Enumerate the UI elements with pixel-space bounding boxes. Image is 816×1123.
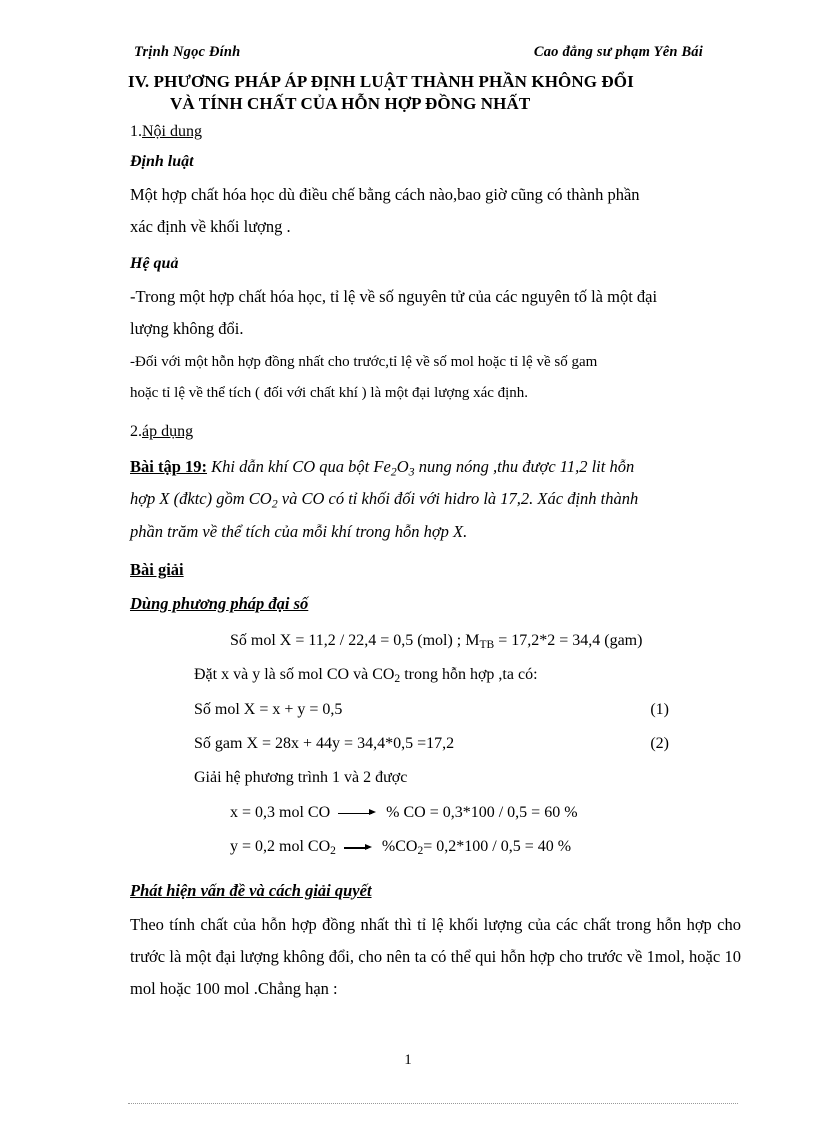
page-title	[128, 71, 741, 115]
calc-mol-x-text: Số mol X = 11,2 / 22,4 = 0,5 (mol) ; M	[230, 631, 480, 649]
discover-line3: trước về 1mol, hoặc 10 mol hoặc 100 mol .Chẳng hạn :	[130, 946, 742, 998]
subsection-2-label: áp dụng	[142, 422, 194, 440]
law-text	[130, 179, 741, 243]
discover-line2: hợp cho trước là một đại lượng không đổi, cho nên ta có thể qui hỗn hợp cho	[130, 914, 742, 966]
calc-solve-text: Giải hệ phương trình 1 và 2 được	[194, 769, 408, 787]
exercise-line1: Khi dẫn khí CO qua bột $Fe_2O_3$ nung nóng ,thu được 11,2 lit hỗn	[211, 456, 635, 478]
subsection-1-number: 1.	[130, 122, 142, 140]
calc-line-result-1	[130, 796, 741, 830]
consequence-2-line1: -Đối với một hỗn hợp đồng nhất cho trước,tỉ lệ về số mol hoặc tỉ lệ về số gam	[130, 354, 598, 371]
calc-line-set-xy	[130, 658, 741, 692]
running-head-institution: Cao đẳng sư phạm Yên Bái	[533, 44, 703, 60]
discover-text	[130, 909, 741, 1006]
subsection-1-heading	[130, 123, 741, 141]
consequence-1-line2: lượng không đổi.	[130, 319, 244, 339]
exercise-statement	[130, 451, 741, 548]
calc-eq2-text: Số gam X = 28x + 44y = 34,4*0,5 =17,2	[194, 734, 455, 752]
consequence-heading: Hệ quả	[130, 254, 179, 272]
consequence-2	[130, 347, 741, 409]
exercise-line3: phần trăm về thể tích của mỗi khí trong hỗn hợp X.	[130, 521, 468, 541]
page-title-line2: VÀ TÍNH CHẤT CỦA HỖN HỢP ĐỒNG NHẤT	[170, 93, 531, 113]
calc-eq1-number: (1)	[650, 700, 669, 718]
calc-eq2-number: (2)	[650, 734, 669, 752]
exercise-label: Bài tập 19:	[130, 456, 208, 476]
calc-eq1-text: Số mol X = x + y = 0,5	[194, 700, 343, 718]
subsection-1-label: Nội dung	[142, 122, 202, 140]
law-heading: Định luật	[130, 152, 194, 170]
calc-result-1-right: % CO = 0,3*100 / 0,5 = 60 %	[386, 803, 578, 821]
calc-line-mol-x	[130, 624, 741, 658]
page-number: 1	[404, 1052, 412, 1068]
consequence-1-line1: -Trong một hợp chất hóa học, tỉ lệ về số nguyên tử của các nguyên tố là một đại	[130, 286, 658, 306]
calc-line-result-2	[130, 830, 741, 864]
consequence-2-line2: hoặc tỉ lệ về thể tích ( đối với chất khí ) là một đại lượng xác định.	[130, 384, 529, 401]
calc-result-2-right: $\%CO_2= 0,2*100 / 0,5 = 40$ %	[381, 838, 572, 858]
calc-mol-x-subscript: TB	[479, 639, 495, 652]
right-arrow-icon	[338, 807, 378, 818]
calc-set-xy-text: Đặt x và y là số mol CO và $CO_2$ trong hỗn hợp ,ta có:	[194, 666, 538, 686]
solution-heading: Bài giải	[130, 559, 184, 579]
method-heading: Dùng phương pháp đại số	[130, 593, 309, 613]
law-text-line1: Một hợp chất hóa học dù điều chế bằng cách nào,bao giờ cũng có thành phần	[130, 184, 640, 204]
law-text-line2: xác định về khối lượng .	[130, 216, 291, 236]
calc-result-2-left: y = 0,2 mol $CO_2$	[230, 838, 336, 858]
running-head	[128, 44, 741, 61]
calc-mol-x-rest: = 17,2*2 = 34,4 (gam)	[494, 631, 643, 649]
calc-result-1-left: x = 0,3 mol CO	[230, 803, 331, 821]
running-head-author: Trịnh Ngọc Đính	[134, 44, 241, 60]
calc-line-solve	[130, 761, 741, 795]
subsection-2-heading	[130, 423, 741, 441]
calc-line-eq1	[130, 693, 741, 727]
subsection-2-number: 2.	[130, 422, 142, 440]
calc-line-eq2	[130, 727, 741, 761]
right-arrow-icon-2	[344, 842, 374, 853]
calculation-block	[130, 624, 741, 865]
exercise-line2: hợp X (đktc) gồm $CO_2$ và CO có tỉ khối đối với hidro là 17,2. Xác định thành	[130, 489, 639, 511]
consequence-1	[130, 281, 741, 345]
footer-divider	[128, 1103, 738, 1104]
discover-heading: Phát hiện vấn đề và cách giải quyết	[130, 880, 372, 900]
discover-line1: Theo tính chất của hỗn hợp đồng nhất thì tỉ lệ khối lượng của các chất trong hỗn	[130, 914, 682, 934]
page-title-line1: IV. PHƯƠNG PHÁP ÁP ĐỊNH LUẬT THÀNH PHẦN KHÔNG ĐỔI	[128, 72, 634, 91]
